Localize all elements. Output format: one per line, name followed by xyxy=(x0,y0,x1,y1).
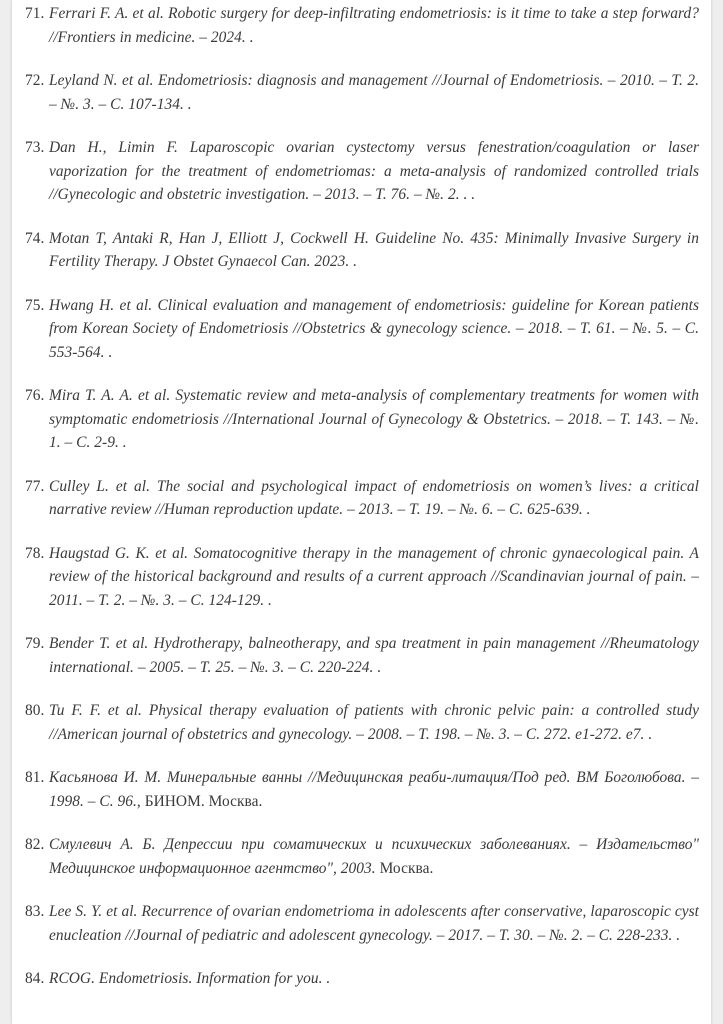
reference-text: Tu F. F. et al. Physical therapy evaluation of patients with chronic pelvic pain: a controlled study //American journal of obstetrics and gynecology. – 2008. – Т. 198. – №. 3. – С. 272. e1-272. e7. . xyxy=(49,702,699,743)
reference-text: Bender T. et al. Hydrotherapy, balneotherapy, and spa treatment in pain management //Rheumatology international. – 2005. – Т. 25. – №. 3. – С. 220-224. . xyxy=(49,635,699,676)
reference-number: 72. xyxy=(25,72,45,89)
reference-item xyxy=(25,2,699,49)
reference-list xyxy=(25,2,699,1011)
reference-number: 77. xyxy=(25,477,45,495)
reference-tail: , БИНОМ. Москва. xyxy=(136,792,263,810)
reference-text: Culley L. et al. The social and psychological impact of endometriosis on women’s lives: a critical narrative review //Human reproduction update. – 2013. – Т. 19. – №. 6. – С. 625-639. . xyxy=(49,477,699,518)
document-page xyxy=(12,0,711,1024)
reference-item xyxy=(25,136,699,207)
reference-text: Leyland N. et al. Endometriosis: diagnosis and management //Journal of Endometriosis. – 2010. – Т. 2. – №. 3. – С. 107-134. . xyxy=(49,72,699,113)
reference-text: RCOG. Endometriosis. Information for you. . xyxy=(49,970,331,987)
reference-text: Касьянова И. М. Минеральные ванны //Медицинская реаби-литация/Под ред. ВМ Боголюбова. – 1998. – С. 96. xyxy=(49,769,699,810)
reference-number: 81. xyxy=(25,769,45,786)
reference-text: Motan T, Antaki R, Han J, Elliott J, Cockwell H. Guideline No. 435: Minimally Invasive Surgery in Fertility Therapy. J Obstet Gynaecol Can. 2023. . xyxy=(49,229,699,270)
reference-number: 73. xyxy=(25,139,45,156)
reference-number: 79. xyxy=(25,635,45,652)
reference-item xyxy=(25,542,699,613)
reference-number: 82. xyxy=(25,836,45,853)
reference-text: Ferrari F. A. et al. Robotic surgery for deep-infiltrating endometriosis: is it time to take a step forward? //Frontiers in medicine. – 2024. . xyxy=(49,5,699,46)
reference-item xyxy=(25,632,699,679)
reference-number: 83. xyxy=(25,903,45,920)
reference-number: 80. xyxy=(25,702,45,719)
reference-tail: Москва. xyxy=(375,859,434,877)
reference-text: Lee S. Y. et al. Recurrence of ovarian endometrioma in adolescents after conservative, laparoscopic cyst enucleation //Journal of pediatric and adolescent gynecology. – 2017. – Т. 30. – №. 2. – С. 228-233. . xyxy=(49,903,699,944)
reference-item xyxy=(25,227,699,274)
reference-number: 78. xyxy=(25,544,45,562)
reference-number: 71. xyxy=(25,5,45,22)
reference-text: Hwang H. et al. Clinical evaluation and management of endometriosis: guideline for Korean patients from Korean Society of Endometriosis //Obstetrics & gynecology science. – 2018. – Т. 61. – №. 5. – С. 553-564. . xyxy=(49,296,699,361)
reference-number: 84. xyxy=(25,970,45,987)
reference-item xyxy=(25,967,699,991)
reference-item xyxy=(25,699,699,746)
reference-text: Haugstad G. K. et al. Somatocognitive therapy in the management of chronic gynaecological pain. A review of the historical background and results of a current approach //Scandinavian journal of pain. – 2011. – Т. 2. – №. 3. – С. 124-129. . xyxy=(49,544,699,609)
reference-item xyxy=(25,475,699,522)
reference-text: Смулевич А. Б. Депрессии при соматических и психических заболеваниях. – Издательство" Медицинское информационное агентство", 2003. xyxy=(49,836,699,877)
reference-item xyxy=(25,384,699,455)
reference-text: Mira T. A. A. et al. Systematic review and meta-analysis of complementary treatments for women with symptomatic endometriosis //International Journal of Gynecology & Obstetrics. – 2018. – Т. 143. – №. 1. – С. 2-9. . xyxy=(49,387,699,451)
reference-item xyxy=(25,766,699,813)
reference-number: 74. xyxy=(25,229,45,247)
reference-item xyxy=(25,69,699,116)
reference-text: Dan H., Limin F. Laparoscopic ovarian cystectomy versus fenestration/coagulation or laser vaporization for the treatment of endometriomas: a meta-analysis of randomized controlled trials //Gynecologic and obstetric investigation. – 2013. – Т. 76. – №. 2. . . xyxy=(49,139,699,203)
reference-item xyxy=(25,833,699,880)
reference-item xyxy=(25,294,699,365)
reference-item xyxy=(25,900,699,947)
reference-number: 76. xyxy=(25,387,45,404)
reference-number: 75. xyxy=(25,296,45,314)
